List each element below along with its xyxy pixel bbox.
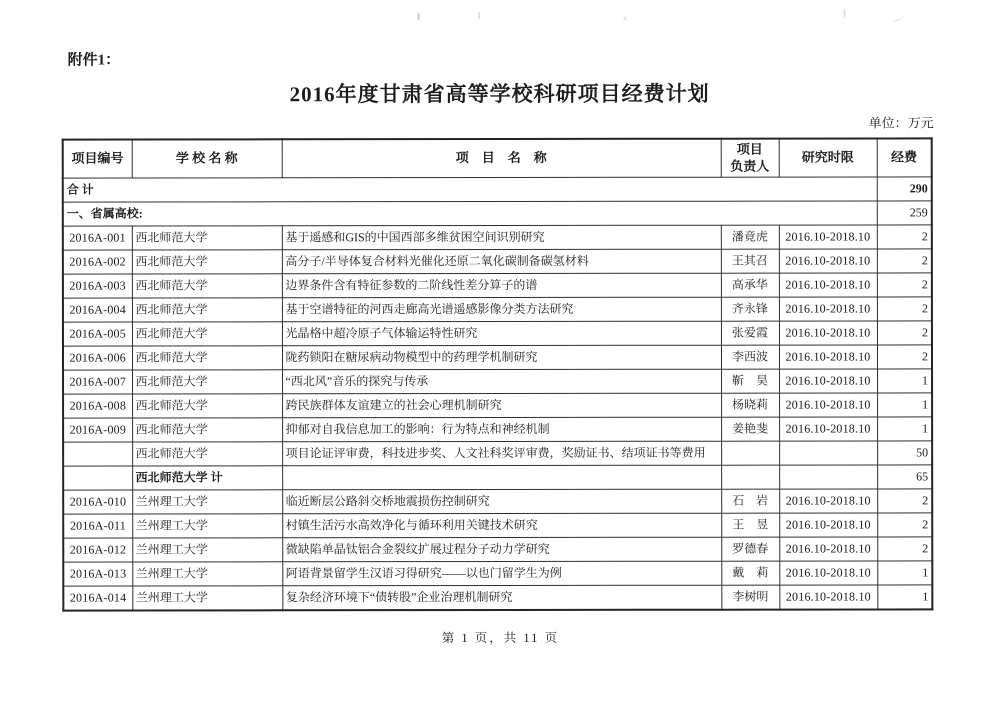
fee-cell: 1 (877, 369, 932, 393)
table-row (63, 201, 932, 226)
project-name-cell: 抑郁对自我信息加工的影响：行为特点和神经机制 (282, 417, 721, 442)
project-leader-cell: 王 昱 (721, 513, 779, 537)
school-name-cell: 西北师范大学 (132, 274, 282, 298)
project-code-cell: 2016A-012 (63, 538, 132, 562)
project-name-cell: 基于空谱特征的河西走廊高光谱遥感影像分类方法研究 (282, 297, 721, 322)
project-name-cell: 光晶格中超冷原子气体输运特性研究 (282, 321, 721, 346)
research-period-cell: 2016.10-2018.10 (779, 249, 877, 273)
project-code-cell: 2016A-002 (63, 250, 132, 274)
school-name-cell: 西北师范大学 (132, 226, 282, 250)
project-code-cell: 2016A-004 (63, 298, 132, 322)
research-period-cell: 2016.10-2018.10 (779, 417, 877, 441)
project-name-cell: 村镇生活污水高效净化与循环利用关键技术研究 (282, 513, 721, 538)
project-code-cell: 2016A-008 (63, 394, 132, 418)
fee-cell: 2 (877, 297, 932, 321)
project-code-cell: 2016A-014 (63, 586, 132, 611)
project-name-cell: 临近断层公路斜交桥地震损伤控制研究 (282, 489, 721, 514)
project-name-cell: 复杂经济环境下“债转股”企业治理机制研究 (282, 585, 721, 610)
header-school-name: 学 校 名 称 (132, 139, 282, 178)
table-row (63, 321, 932, 346)
table-row (63, 297, 932, 322)
project-code-cell: 2016A-005 (63, 322, 132, 346)
research-period-cell: 2016.10-2018.10 (779, 513, 877, 537)
fee-cell: 2 (877, 321, 932, 345)
research-period-cell: 2016.10-2018.10 (779, 273, 877, 297)
table-row (63, 585, 932, 611)
table-header-row (63, 138, 932, 178)
fee-cell: 1 (877, 585, 932, 610)
project-leader-cell: 靳 昊 (721, 369, 779, 393)
project-leader-cell: 戴 莉 (721, 561, 779, 585)
project-name-cell: 项目论证评审费，科技进步奖、人文社科奖评审费，奖励证书、结项证书等费用 (282, 441, 721, 466)
project-name-cell: 阿语背景留学生汉语习得研究——以也门留学生为例 (282, 561, 721, 586)
school-name-cell: 西北师范大学 (132, 418, 282, 442)
project-code-cell: 2016A-007 (63, 370, 132, 394)
table-row (63, 225, 932, 250)
total-label-cell: 合 计 (63, 177, 877, 202)
fee-cell: 2 (877, 225, 932, 249)
school-name-cell: 西北师范大学 (132, 250, 282, 274)
scan-artifact (418, 13, 420, 20)
research-period-cell: 2016.10-2018.10 (779, 393, 877, 417)
table-row (63, 513, 932, 538)
header-research-period: 研究时限 (779, 138, 877, 177)
project-leader-cell: 高承华 (721, 273, 779, 297)
table-row (63, 561, 932, 586)
fee-cell: 65 (877, 465, 932, 489)
project-code-cell (63, 442, 132, 466)
table-row (63, 273, 932, 298)
project-code-cell: 2016A-013 (63, 562, 132, 586)
project-name-cell: 陇药锁阳在糖尿病动物模型中的药理学机制研究 (282, 345, 721, 370)
school-name-cell: 西北师范大学 (132, 346, 282, 370)
table-row (63, 393, 932, 418)
project-code-cell: 2016A-011 (63, 514, 132, 538)
table-row (63, 417, 932, 442)
table-row (63, 345, 932, 370)
project-leader-cell: 王其召 (721, 249, 779, 273)
project-leader-cell: 李树明 (721, 585, 779, 610)
scan-artifact (844, 10, 846, 18)
project-code-cell: 2016A-006 (63, 346, 132, 370)
header-fee: 经费 (877, 138, 932, 177)
fee-cell: 259 (877, 201, 932, 225)
research-period-cell: 2016.10-2018.10 (779, 489, 877, 513)
table-row (63, 177, 932, 202)
project-leader-cell (721, 465, 779, 489)
attachment-label: 附件1： (67, 52, 121, 69)
fee-cell: 50 (877, 441, 932, 465)
school-name-cell: 西北师范大学 计 (132, 466, 282, 490)
project-leader-cell: 潘竟虎 (721, 225, 779, 249)
project-leader-cell: 齐永锋 (721, 297, 779, 321)
project-leader-cell: 石 岩 (721, 489, 779, 513)
project-leader-cell: 李西波 (721, 345, 779, 369)
research-period-cell (779, 441, 877, 465)
school-name-cell: 兰州理工大学 (132, 586, 282, 611)
project-name-cell: 跨民族群体友谊建立的社会心理机制研究 (282, 393, 721, 418)
research-period-cell: 2016.10-2018.10 (779, 225, 877, 249)
school-name-cell: 兰州理工大学 (132, 562, 282, 586)
research-period-cell (779, 465, 877, 489)
fee-cell: 1 (877, 393, 932, 417)
research-period-cell: 2016.10-2018.10 (779, 369, 877, 393)
table-row (63, 489, 932, 514)
table-row (63, 441, 932, 466)
page-number: 第 1 页，共 11 页 (441, 630, 560, 646)
school-name-cell: 西北师范大学 (132, 394, 282, 418)
school-name-cell: 兰州理工大学 (132, 490, 282, 514)
project-name-cell (282, 465, 721, 490)
header-project-leader: 项目 负责人 (721, 139, 779, 178)
school-name-cell: 兰州理工大学 (132, 538, 282, 562)
project-code-cell (63, 466, 132, 490)
section-label-cell: 一、省属高校: (63, 201, 877, 226)
fee-cell: 290 (877, 177, 932, 201)
research-period-cell: 2016.10-2018.10 (779, 297, 877, 321)
table-row (63, 249, 932, 274)
school-name-cell: 兰州理工大学 (132, 514, 282, 538)
school-name-cell: 西北师范大学 (132, 322, 282, 346)
header-project-code: 项目编号 (63, 140, 132, 179)
project-code-cell: 2016A-003 (63, 274, 132, 298)
fee-cell: 2 (877, 537, 932, 561)
project-leader-cell (721, 441, 779, 465)
project-name-cell: “西北风”音乐的探究与传承 (282, 369, 721, 394)
table-row (63, 465, 932, 490)
project-name-cell: 基于遥感和GIS的中国西部多维贫困空间识别研究 (282, 225, 721, 250)
table-body (63, 177, 933, 611)
research-period-cell: 2016.10-2018.10 (779, 345, 877, 369)
school-name-cell: 西北师范大学 (132, 442, 282, 466)
funding-table (62, 137, 934, 611)
scan-artifact (624, 17, 627, 20)
project-name-cell: 高分子/半导体复合材料光催化还原二氧化碳制备碳氢材料 (282, 249, 721, 274)
project-leader-cell: 罗德春 (721, 537, 779, 561)
project-name-cell: 边界条件含有特征参数的二阶线性差分算子的谱 (282, 273, 721, 298)
unit-label: 单位：万元 (868, 115, 934, 131)
school-name-cell: 西北师范大学 (132, 298, 282, 322)
research-period-cell: 2016.10-2018.10 (779, 585, 877, 610)
fee-cell: 2 (877, 345, 932, 369)
scan-artifact (479, 12, 480, 19)
school-name-cell: 西北师范大学 (132, 370, 282, 394)
project-leader-cell: 张爱霞 (721, 321, 779, 345)
fee-cell: 2 (877, 513, 932, 537)
fee-cell: 2 (877, 249, 932, 273)
page-title: 2016年度甘肃省高等学校科研项目经费计划 (289, 81, 710, 107)
table-row (63, 537, 932, 562)
fee-cell: 2 (877, 273, 932, 297)
fee-cell: 1 (877, 417, 932, 441)
project-code-cell: 2016A-009 (63, 418, 132, 442)
project-code-cell: 2016A-010 (63, 490, 132, 514)
fee-cell: 1 (877, 561, 932, 585)
project-name-cell: 微缺陷单晶钛铝合金裂纹扩展过程分子动力学研究 (282, 537, 721, 562)
research-period-cell: 2016.10-2018.10 (779, 561, 877, 585)
table-row (63, 369, 932, 394)
project-leader-cell: 姜艳斐 (721, 417, 779, 441)
header-project-name: 项 目 名 称 (282, 139, 721, 178)
project-leader-cell: 杨晓莉 (721, 393, 779, 417)
research-period-cell: 2016.10-2018.10 (779, 537, 877, 561)
project-code-cell: 2016A-001 (63, 226, 132, 250)
scan-artifact (895, 11, 904, 21)
fee-cell: 2 (877, 489, 932, 513)
research-period-cell: 2016.10-2018.10 (779, 321, 877, 345)
